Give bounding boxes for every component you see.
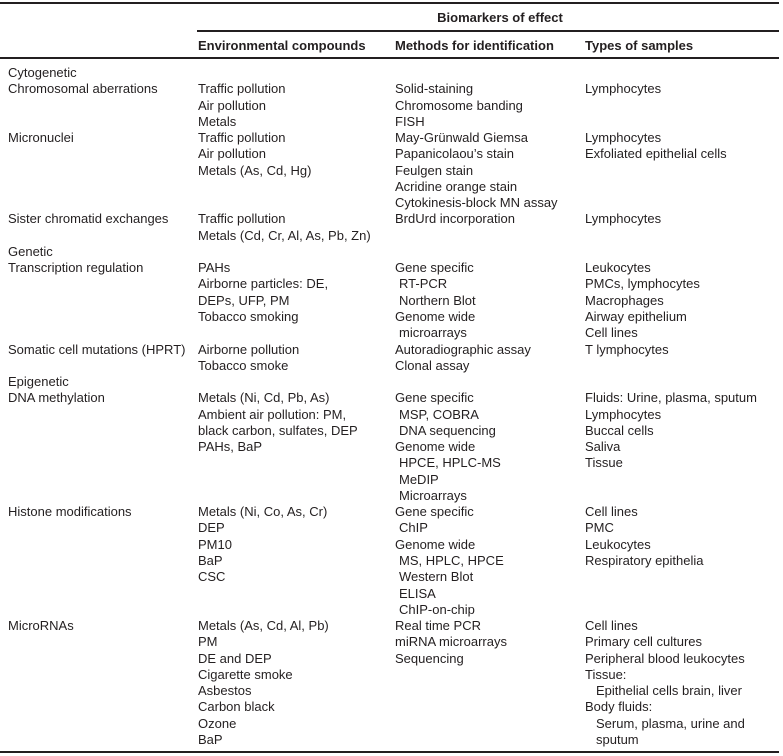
cell-line: MicroRNAs <box>8 618 74 634</box>
cell-line: PMC <box>585 520 614 536</box>
cell-line: ChIP-on-chip <box>399 601 475 617</box>
methods-cell <box>395 211 515 227</box>
samples-cell <box>585 504 704 569</box>
cell-line: Papanicolaou’s stain <box>395 146 515 162</box>
biomarker-cell <box>8 260 143 276</box>
biomarker-cell <box>8 130 74 146</box>
samples-cell <box>585 211 661 227</box>
samples-cell <box>585 81 661 97</box>
methods-cell <box>395 130 558 211</box>
cell-line: Traffic pollution <box>198 211 286 227</box>
cell-line: Lymphocytes <box>585 406 662 422</box>
group-header: Biomarkers of effect <box>437 10 563 25</box>
cell-line: Metals (Ni, Cd, Pb, As) <box>198 390 330 406</box>
cell-line: sputum <box>596 731 639 747</box>
compounds-cell <box>198 390 358 455</box>
section-label: Epigenetic <box>8 374 69 390</box>
cell-line: MS, HPLC, HPCE <box>399 553 504 569</box>
cell-line: Tobacco smoking <box>198 309 299 324</box>
cell-line: DEP <box>198 520 225 536</box>
cell-line: Sequencing <box>395 650 464 666</box>
cell-line: Cell lines <box>585 618 638 634</box>
cell-line: BaP <box>198 731 223 747</box>
cell-line: PAHs, BaP <box>198 439 263 455</box>
compounds-cell <box>198 260 328 325</box>
cell-line: Serum, plasma, urine and <box>596 715 745 731</box>
cell-line: Genome wide <box>395 536 476 552</box>
cell-line: Autoradiographic assay <box>395 341 531 357</box>
table-row <box>0 342 783 375</box>
section-label: Cytogenetic <box>8 65 77 80</box>
table-row <box>0 81 783 130</box>
cell-line: DE and DEP <box>198 650 272 666</box>
cell-line: Tissue: <box>585 666 627 682</box>
cell-line: Genome wide <box>395 309 476 324</box>
methods-cell <box>395 342 531 375</box>
cell-line: May-Grünwald Giemsa <box>395 130 528 146</box>
cell-line: Somatic cell mutations (HPRT) <box>8 341 186 357</box>
cell-line: Airborne pollution <box>198 341 300 357</box>
cell-line: Carbon black <box>198 699 275 715</box>
methods-cell <box>395 81 523 130</box>
cell-line: PM <box>198 634 218 650</box>
compounds-cell <box>198 130 311 179</box>
column-header-samples: Types of samples <box>585 38 694 53</box>
cell-line: Buccal cells <box>585 422 654 438</box>
cell-line: Micronuclei <box>8 130 74 146</box>
cell-line: Peripheral blood leukocytes <box>585 650 745 666</box>
cell-line: Gene specific <box>395 504 474 520</box>
table-row <box>0 390 783 504</box>
cell-line: microarrays <box>399 325 467 341</box>
cell-line: Lymphocytes <box>585 130 662 146</box>
methods-cell <box>395 260 476 341</box>
cell-line: Epithelial cells brain, liver <box>596 683 742 699</box>
cell-line: Solid-staining <box>395 81 474 97</box>
biomarker-cell <box>8 618 74 634</box>
compounds-cell <box>198 211 371 244</box>
cell-line: Cytokinesis-block MN assay <box>395 195 558 211</box>
samples-cell <box>585 130 727 163</box>
cell-line: Air pollution <box>198 146 266 162</box>
column-header-methods: Methods for identification <box>395 38 554 53</box>
cell-line: Ozone <box>198 715 237 731</box>
cell-line: Traffic pollution <box>198 81 286 97</box>
cell-line: Macrophages <box>585 292 664 308</box>
cell-line: Traffic pollution <box>198 130 286 146</box>
cell-line: Body fluids: <box>585 699 653 715</box>
cell-line: Air pollution <box>198 97 266 113</box>
table-row <box>0 211 783 244</box>
cell-line: Ambient air pollution: PM, <box>198 406 347 422</box>
compounds-cell <box>198 342 299 375</box>
cell-line: Fluids: Urine, plasma, sputum <box>585 390 757 406</box>
table-row <box>0 130 783 211</box>
compounds-cell <box>198 618 329 748</box>
section-row <box>0 244 783 260</box>
table-row <box>0 618 783 748</box>
cell-line: Saliva <box>585 439 621 455</box>
section-label: Genetic <box>8 243 53 259</box>
table-top-rule <box>0 2 779 4</box>
cell-line: Metals (As, Cd, Hg) <box>198 162 312 178</box>
cell-line: Chromosomal aberrations <box>8 81 158 97</box>
cell-line: black carbon, sulfates, DEP <box>198 422 358 438</box>
cell-line: Lymphocytes <box>585 211 662 227</box>
cell-line: RT-PCR <box>399 276 448 292</box>
cell-line: Exfoliated epithelial cells <box>585 146 727 162</box>
cell-line: Lymphocytes <box>585 81 662 97</box>
cell-line: Transcription regulation <box>8 260 144 276</box>
cell-line: DEPs, UFP, PM <box>198 292 290 308</box>
samples-cell <box>585 260 700 341</box>
cell-line: Gene specific <box>395 260 474 276</box>
column-header-compounds: Environmental compounds <box>198 38 366 53</box>
cell-line: MeDIP <box>399 471 439 487</box>
cell-line: Histone modifications <box>8 504 132 520</box>
cell-line: BrdUrd incorporation <box>395 211 515 227</box>
cell-line: DNA sequencing <box>399 422 496 438</box>
methods-cell <box>395 390 501 504</box>
cell-line: Genome wide <box>395 439 476 455</box>
cell-line: Airborne particles: DE, <box>198 276 329 292</box>
table-body <box>0 65 783 748</box>
methods-cell <box>395 618 507 667</box>
cell-line: DNA methylation <box>8 390 105 406</box>
section-row <box>0 374 783 390</box>
cell-line: Cell lines <box>585 325 638 341</box>
cell-line: Leukocytes <box>585 260 651 276</box>
cell-line: Real time PCR <box>395 618 481 634</box>
cell-line: FISH <box>395 113 425 129</box>
cell-line: Tobacco smoke <box>198 357 289 373</box>
table-bottom-rule <box>0 751 779 753</box>
cell-line: Metals (As, Cd, Al, Pb) <box>198 618 329 634</box>
cell-line: Acridine orange stain <box>395 178 518 194</box>
cell-line: Western Blot <box>399 569 474 585</box>
cell-line: Metals <box>198 113 237 129</box>
table-row <box>0 504 783 618</box>
header-bottom-rule <box>0 57 779 59</box>
cell-line: Chromosome banding <box>395 97 523 113</box>
cell-line: CSC <box>198 569 226 585</box>
biomarker-cell <box>8 211 168 227</box>
methods-cell <box>395 504 504 618</box>
group-header-rule <box>197 30 779 32</box>
cell-line: Primary cell cultures <box>585 634 703 650</box>
cell-line: Cigarette smoke <box>198 666 293 682</box>
cell-line: MSP, COBRA <box>399 406 479 422</box>
table-row <box>0 260 783 341</box>
biomarker-cell <box>8 81 158 97</box>
cell-line: Microarrays <box>399 487 467 503</box>
samples-cell <box>585 618 745 748</box>
cell-line: Northern Blot <box>399 292 476 308</box>
samples-cell <box>585 342 669 358</box>
cell-line: Asbestos <box>198 683 252 699</box>
cell-line: Metals (Cd, Cr, Al, As, Pb, Zn) <box>198 227 371 243</box>
cell-line: ELISA <box>399 585 436 601</box>
cell-line: BaP <box>198 553 223 569</box>
cell-line: Gene specific <box>395 390 474 406</box>
cell-line: Feulgen stain <box>395 162 474 178</box>
samples-cell <box>585 390 757 471</box>
cell-line: Sister chromatid exchanges <box>8 211 169 227</box>
cell-line: HPCE, HPLC-MS <box>399 455 501 471</box>
compounds-cell <box>198 504 327 585</box>
section-row <box>0 65 783 81</box>
cell-line: Tissue <box>585 455 623 471</box>
cell-line: PM10 <box>198 536 232 552</box>
cell-line: PAHs <box>198 260 231 276</box>
cell-line: T lymphocytes <box>585 341 669 357</box>
biomarker-cell <box>8 390 105 406</box>
biomarker-cell <box>8 504 132 520</box>
compounds-cell <box>198 81 285 130</box>
cell-line: Clonal assay <box>395 357 470 373</box>
cell-line: Metals (Ni, Co, As, Cr) <box>198 504 328 520</box>
cell-line: Respiratory epithelia <box>585 553 704 569</box>
cell-line: Cell lines <box>585 504 638 520</box>
cell-line: ChIP <box>399 520 428 536</box>
cell-line: PMCs, lymphocytes <box>585 276 700 292</box>
cell-line: Airway epithelium <box>585 309 687 324</box>
biomarker-cell <box>8 342 185 358</box>
cell-line: miRNA microarrays <box>395 634 507 650</box>
cell-line: Leukocytes <box>585 536 651 552</box>
